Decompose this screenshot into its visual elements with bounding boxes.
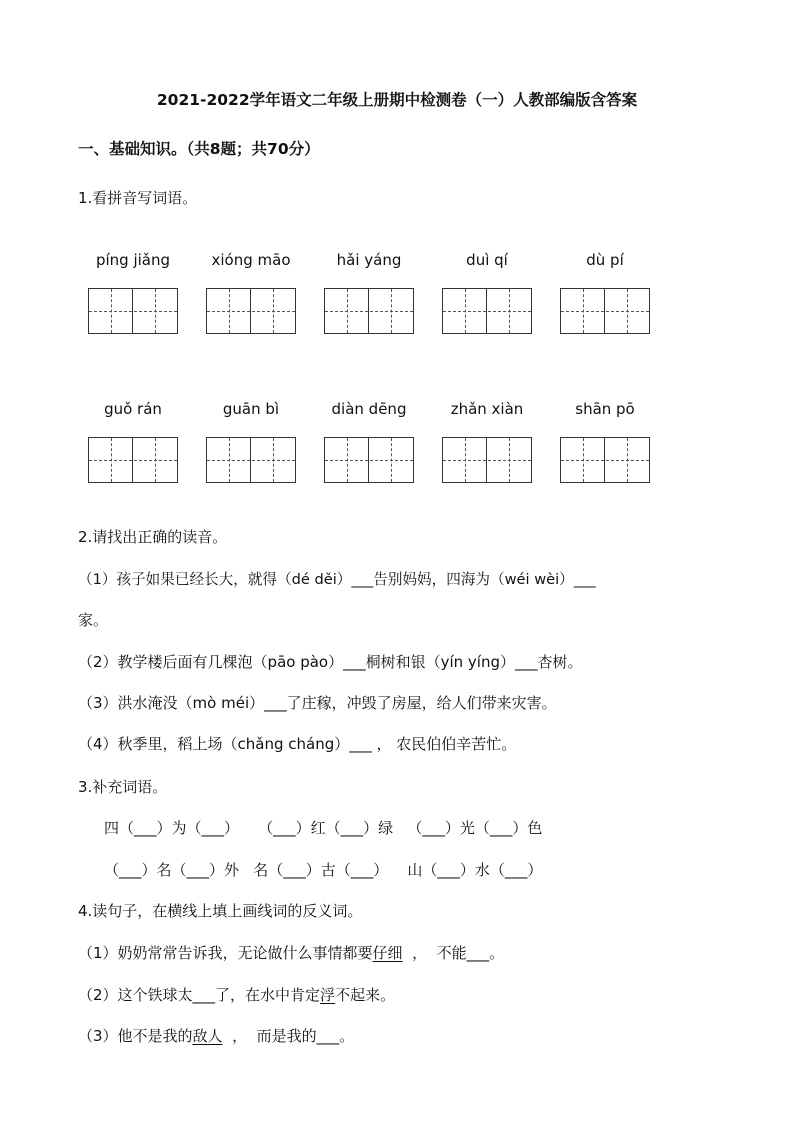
question-4-line-3: （3）他不是我的敌人 ， 而是我的___。	[78, 1027, 355, 1045]
pinyin-label: guǒ rán	[104, 400, 162, 418]
pinyin-label: xióng māo	[211, 251, 291, 269]
pinyin-label: guān bì	[222, 400, 280, 418]
question-4-line-2: （2）这个铁球太___了，在水中肯定浮不起来。	[78, 986, 396, 1004]
pinyin-label: diàn dēng	[331, 400, 407, 418]
question-2-line-3: （3）洪水淹没（mò méi）___了庄稼，冲毁了房屋，给人们带来灾害。	[78, 694, 557, 712]
section-heading: 一、基础知识。（共8题；共70分）	[78, 140, 320, 158]
question-3-line-2: （___）名（___）外 名（___）古（___） 山（___）水（___）	[104, 861, 543, 879]
writing-grid[interactable]	[88, 437, 178, 483]
writing-grid[interactable]	[88, 288, 178, 334]
writing-grid[interactable]	[206, 437, 296, 483]
writing-grid[interactable]	[560, 288, 650, 334]
pinyin-label: píng jiǎng	[95, 251, 171, 269]
document-title: 2021-2022学年语文二年级上册期中检测卷（一）人教部编版含答案	[156, 91, 638, 109]
underlined-word: 浮	[320, 986, 336, 1004]
writing-grid[interactable]	[442, 437, 532, 483]
pinyin-label: shān pō	[575, 400, 635, 418]
question-2-line-1: （1）孩子如果已经长大，就得（dé děi）___告别妈妈，四海为（wéi wèi）___	[78, 571, 596, 588]
question-3-line-1: 四（___）为（___） （___）红（___）绿 （___）光（___）色	[104, 819, 543, 837]
question-1-prompt: 1.看拼音写词语。	[78, 189, 198, 207]
question-4-line-1: （1）奶奶常常告诉我，无论做什么事情都要仔细 ， 不能___。	[78, 944, 505, 962]
question-3-prompt: 3.补充词语。	[78, 778, 168, 796]
underlined-word: 敌人	[192, 1027, 223, 1045]
pinyin-label: hǎi yáng	[336, 251, 402, 269]
writing-grid[interactable]	[442, 288, 532, 334]
writing-grid[interactable]	[324, 437, 414, 483]
pinyin-label: duì qí	[466, 251, 508, 269]
question-4-prompt: 4.读句子，在横线上填上画线词的反义词。	[78, 902, 363, 920]
writing-grid[interactable]	[560, 437, 650, 483]
writing-grid[interactable]	[206, 288, 296, 334]
writing-grid[interactable]	[324, 288, 414, 334]
question-2-prompt: 2.请找出正确的读音。	[78, 528, 228, 546]
question-2-line-1-cont: 家。	[78, 611, 109, 629]
question-2-line-4: （4）秋季里，稻上场（chǎng cháng）___ ， 农民伯伯辛苦忙。	[78, 735, 517, 753]
pinyin-label: zhǎn xiàn	[450, 400, 524, 418]
underlined-word: 仔细	[372, 944, 403, 962]
question-2-line-2: （2）教学楼后面有几棵泡（pāo pào）___桐树和银（yín yíng）___杏树。	[78, 653, 583, 671]
pinyin-label: dù pí	[586, 251, 624, 269]
